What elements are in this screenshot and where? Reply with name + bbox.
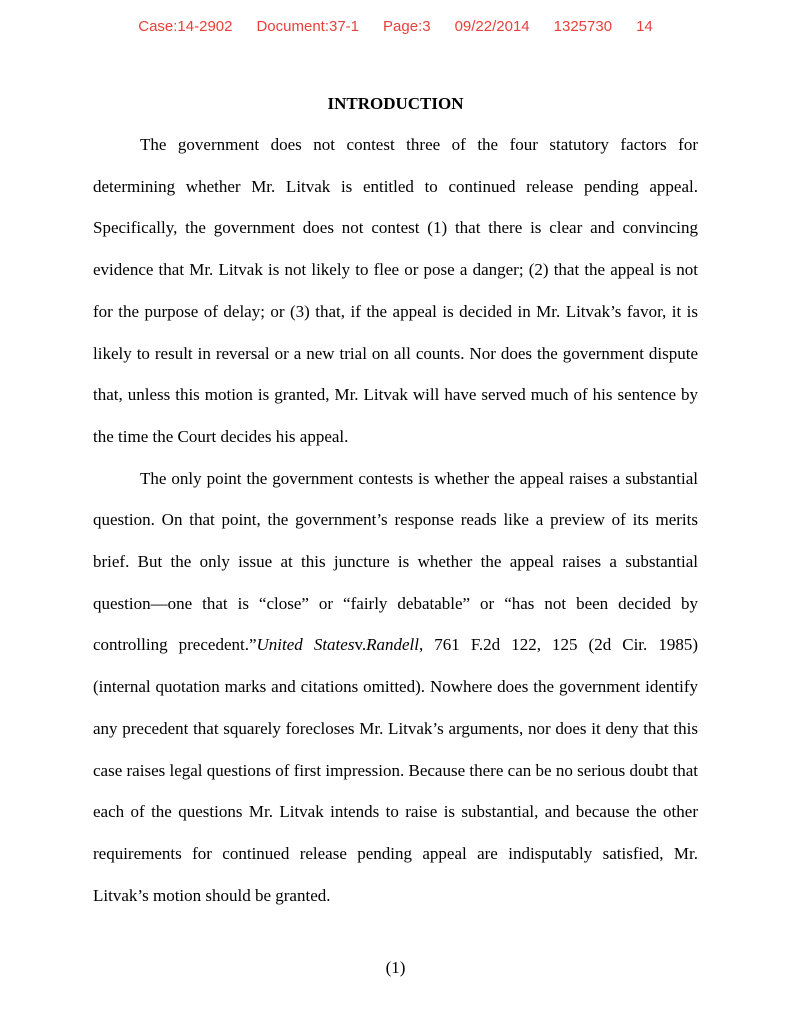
section-title: INTRODUCTION: [327, 94, 464, 113]
document-number: Document:37-1: [256, 18, 360, 35]
filed-date: 09/22/2014: [454, 18, 530, 35]
citation-v: v.: [354, 635, 367, 655]
entry-id: 1325730: [553, 18, 613, 35]
paragraph-2: [93, 458, 698, 917]
page-label: Page:3: [383, 18, 431, 35]
citation-party-1: United States: [256, 635, 355, 655]
document-header: [0, 18, 791, 35]
citation-party-2: Randell: [366, 635, 419, 655]
paragraph-1: The government does not contest three of the four statutory factors for determining whether Mr. Litvak is entitled to continued release pending appeal. Specifically, the government does not contest (1) that there is clear and convincing evidence that Mr. Litvak is not likely to flee or pose a danger; (2) that the appeal is not for the purpose of delay; or (3) that, if the appeal is decided in Mr. Litvak’s favor, it is likely to result in reversal or a new trial on all counts. Nor does the government dispute that, unless this motion is granted, Mr. Litvak will have served much of his sentence by the time the Court decides his appeal.: [93, 135, 698, 446]
paragraph-2-text-a: The only point the government contests is whether the appeal raises a substantial question. On that point, the government’s response reads like a preview of its merits brief. But the only issue at this juncture is whether the appeal raises a substantial question—one that is “close” or “fairly debatable” or “has not been decided by controlling precedent.”: [93, 468, 698, 655]
paragraph-2-text-b: , 761 F.2d 122, 125 (2d Cir. 1985) (internal quotation marks and citations omitted). Nowhere does the government identify any precedent that squarely forecloses Mr. Litvak’s arguments, nor does it deny that this case raises legal questions of first impression. Because there can be no serious doubt that each of the questions Mr. Litvak intends to raise is substantial, and because the other requirements for continued release pending appeal are indisputably satisfied, Mr. Litvak’s motion should be granted.: [93, 635, 698, 905]
total-pages: 14: [636, 18, 653, 35]
case-number: Case:14-2902: [138, 18, 233, 35]
page-number: (1): [385, 958, 406, 977]
body-text: [93, 124, 698, 916]
